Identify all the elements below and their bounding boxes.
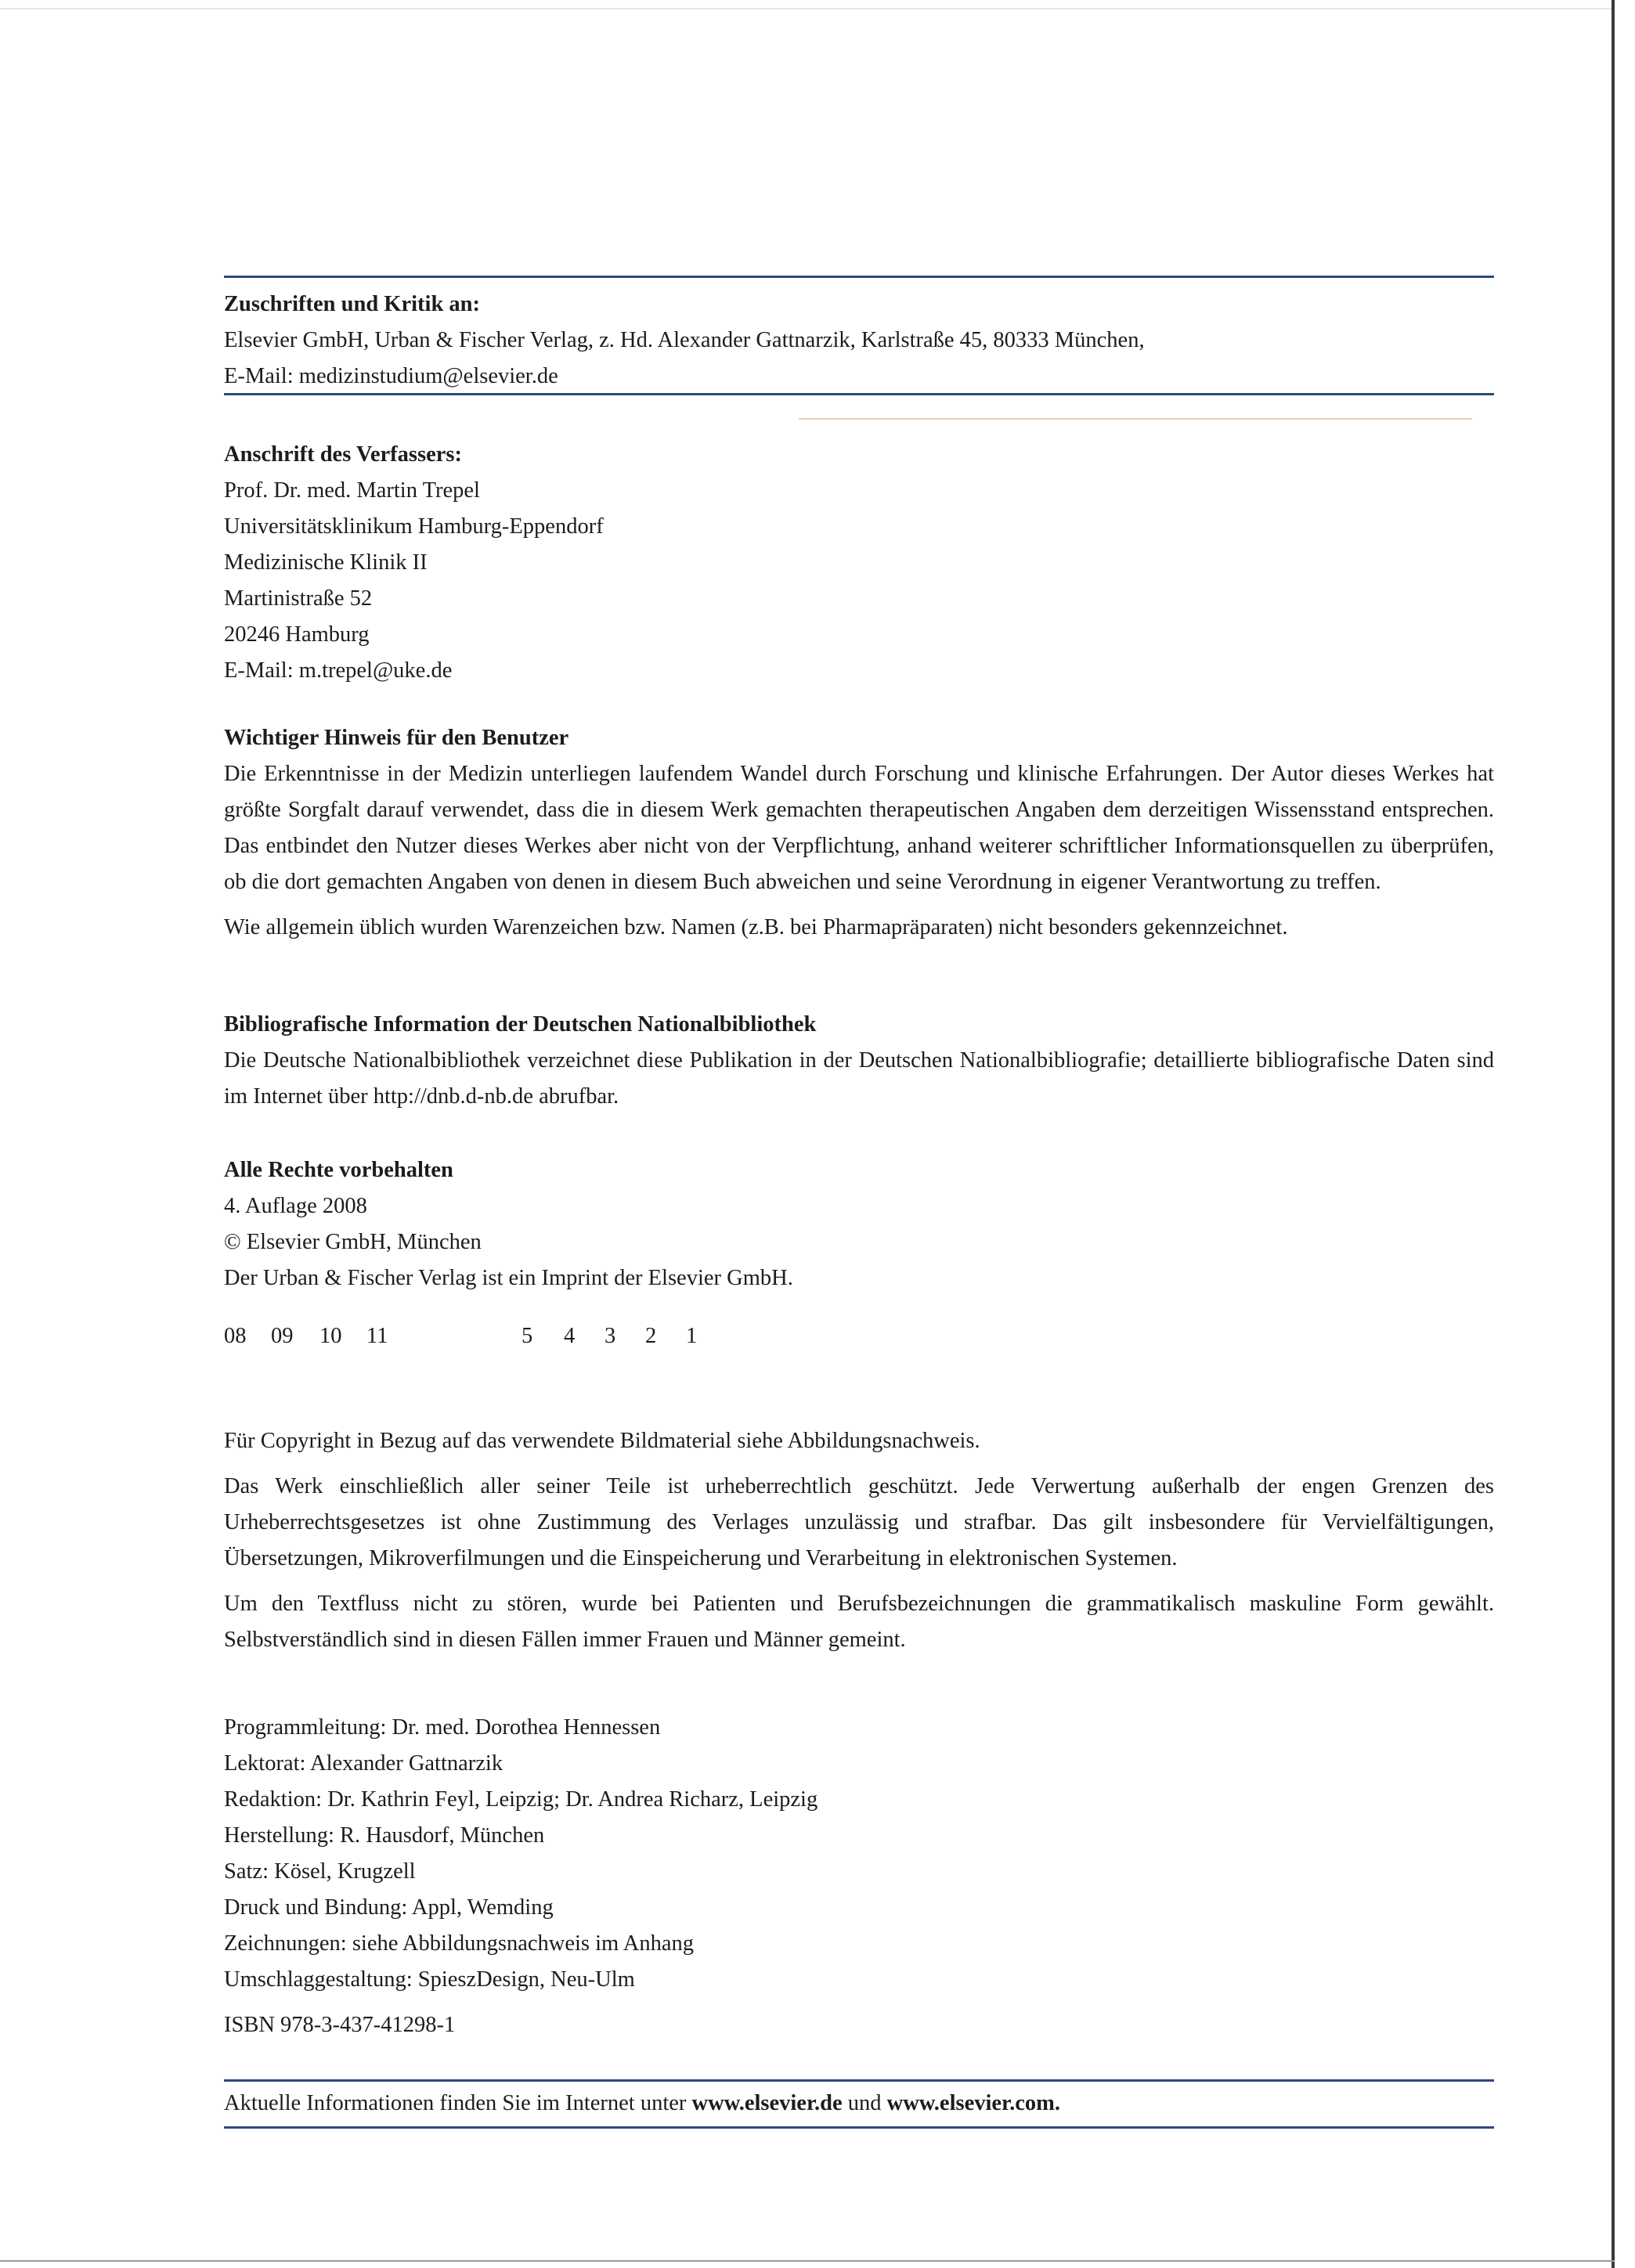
decorative-red-rule: [799, 418, 1472, 420]
gender-note: Um den Textfluss nicht zu stören, wurde bei Patienten und Berufsbezeichnungen die grammatikalisch maskuline Form gewählt. Selbstverständlich sind in diesen Fällen immer Frauen und Männer gemeint.: [224, 1592, 1494, 1652]
author-heading: Anschrift des Verfassers:: [224, 442, 462, 467]
isbn: ISBN 978-3-437-41298-1: [224, 2013, 456, 2037]
print-impression: 1: [686, 1324, 698, 1348]
page-edge-right: [1612, 0, 1615, 2268]
biblio-section: [224, 1007, 1494, 1115]
rights-section: [224, 1152, 1494, 1296]
legal-section: [224, 1423, 1494, 1658]
footer-top-rule: [224, 2079, 1494, 2082]
footer-middle: und: [842, 2091, 887, 2115]
print-impression: 3: [605, 1324, 616, 1348]
imprint: Der Urban & Fischer Verlag ist ein Imprint der Elsevier GmbH.: [224, 1266, 793, 1290]
copyright-protection: Das Werk einschließlich aller seiner Teile ist urheberrechtlich geschützt. Jede Verwertung außerhalb der engen Grenzen des Urheberrechtsgesetzes ist ohne Zustimmung des Verlages unzulässig und strafbar. Das gilt insbesondere für Vervielfältigungen, Übersetzungen, Mikroverfilmungen und die Einspeicherung und Verarbeitung in elektronischen Systemen.: [224, 1474, 1494, 1570]
contact-top-rule: [224, 276, 1494, 278]
print-impression: 2: [645, 1324, 657, 1348]
trademark-note: Wie allgemein üblich wurden Warenzeichen bzw. Namen (z.B. bei Pharmapräparaten) nicht besonders gekennzeichnet.: [224, 915, 1288, 939]
author-line: 20246 Hamburg: [224, 622, 370, 647]
contact-email: E-Mail: medizinstudium@elsevier.de: [224, 364, 558, 388]
author-line: Medizinische Klinik II: [224, 550, 428, 575]
credit-line: Lektorat: Alexander Gattnarzik: [224, 1751, 503, 1776]
author-email: E-Mail: m.trepel@uke.de: [224, 658, 453, 683]
page-edge-top: [0, 8, 1612, 9]
author-line: Martinistraße 52: [224, 586, 373, 611]
footer-bottom-rule: [224, 2126, 1494, 2129]
credits-section: [224, 1710, 1494, 2043]
print-year: 10: [319, 1324, 342, 1348]
footer-link-de[interactable]: www.elsevier.de: [691, 2091, 843, 2115]
credit-line: Zeichnungen: siehe Abbildungsnachweis im Anhang: [224, 1931, 694, 1956]
footer-prefix: Aktuelle Informationen finden Sie im Internet unter: [224, 2091, 692, 2115]
notice-heading: Wichtiger Hinweis für den Benutzer: [224, 726, 569, 750]
print-year: 11: [366, 1324, 388, 1348]
author-section: [224, 437, 1494, 689]
author-line: Universitätsklinikum Hamburg-Eppendorf: [224, 514, 604, 539]
copyright: © Elsevier GmbH, München: [224, 1230, 482, 1254]
rights-heading: Alle Rechte vorbehalten: [224, 1158, 453, 1182]
notice-section: [224, 720, 1494, 946]
credit-line: Satz: Kösel, Krugzell: [224, 1859, 416, 1884]
print-impression: 4: [564, 1324, 576, 1348]
picture-copyright: Für Copyright in Bezug auf das verwendete Bildmaterial siehe Abbildungsnachweis.: [224, 1429, 980, 1453]
notice-text: Die Erkenntnisse in der Medizin unterliegen laufendem Wandel durch Forschung und klinische Erfahrungen. Der Autor dieses Werkes hat größte Sorgfalt darauf verwendet, dass die in diesem Werk gemachten therapeutischen Angaben dem derzeitigen Wissensstand entsprechen. Das entbindet den Nutzer dieses Werkes aber nicht von der Verpflichtung, anhand weiterer schriftlicher Informationsquellen zu überprüfen, ob die dort gemachten Angaben von denen in diesem Buch abweichen und seine Verordnung in eigener Verantwortung zu treffen.: [224, 762, 1494, 894]
author-line: Prof. Dr. med. Martin Trepel: [224, 478, 480, 503]
contact-heading: Zuschriften und Kritik an:: [224, 292, 481, 316]
credit-line: Umschlaggestaltung: SpieszDesign, Neu-Ulm: [224, 1967, 635, 1992]
edition: 4. Auflage 2008: [224, 1194, 367, 1218]
credit-line: Redaktion: Dr. Kathrin Feyl, Leipzig; Dr. Andrea Richarz, Leipzig: [224, 1787, 818, 1812]
credit-line: Druck und Bindung: Appl, Wemding: [224, 1895, 554, 1920]
credit-line: Herstellung: R. Hausdorf, München: [224, 1823, 545, 1848]
footer-link-com[interactable]: www.elsevier.com.: [886, 2091, 1060, 2115]
biblio-heading: Bibliografische Information der Deutschen Nationalbibliothek: [224, 1012, 817, 1037]
contact-address: Elsevier GmbH, Urban & Fischer Verlag, z. Hd. Alexander Gattnarzik, Karlstraße 45, 80333 München,: [224, 328, 1145, 352]
credit-line: Programmleitung: Dr. med. Dorothea Hennessen: [224, 1715, 661, 1740]
contact-bottom-rule: [224, 393, 1494, 395]
footer-info: [224, 2086, 1494, 2122]
contact-section: [224, 287, 1494, 395]
print-impression: 5: [522, 1324, 533, 1348]
page-edge-bottom: [0, 2260, 1615, 2262]
print-year: 08: [224, 1324, 247, 1348]
print-numbers: [224, 1318, 709, 1354]
biblio-text: Die Deutsche Nationalbibliothek verzeichnet diese Publikation in der Deutschen Nationalbibliografie; detaillierte bibliografische Daten sind im Internet über http://dnb.d-nb.de abrufbar.: [224, 1048, 1494, 1109]
print-year: 09: [271, 1324, 294, 1348]
